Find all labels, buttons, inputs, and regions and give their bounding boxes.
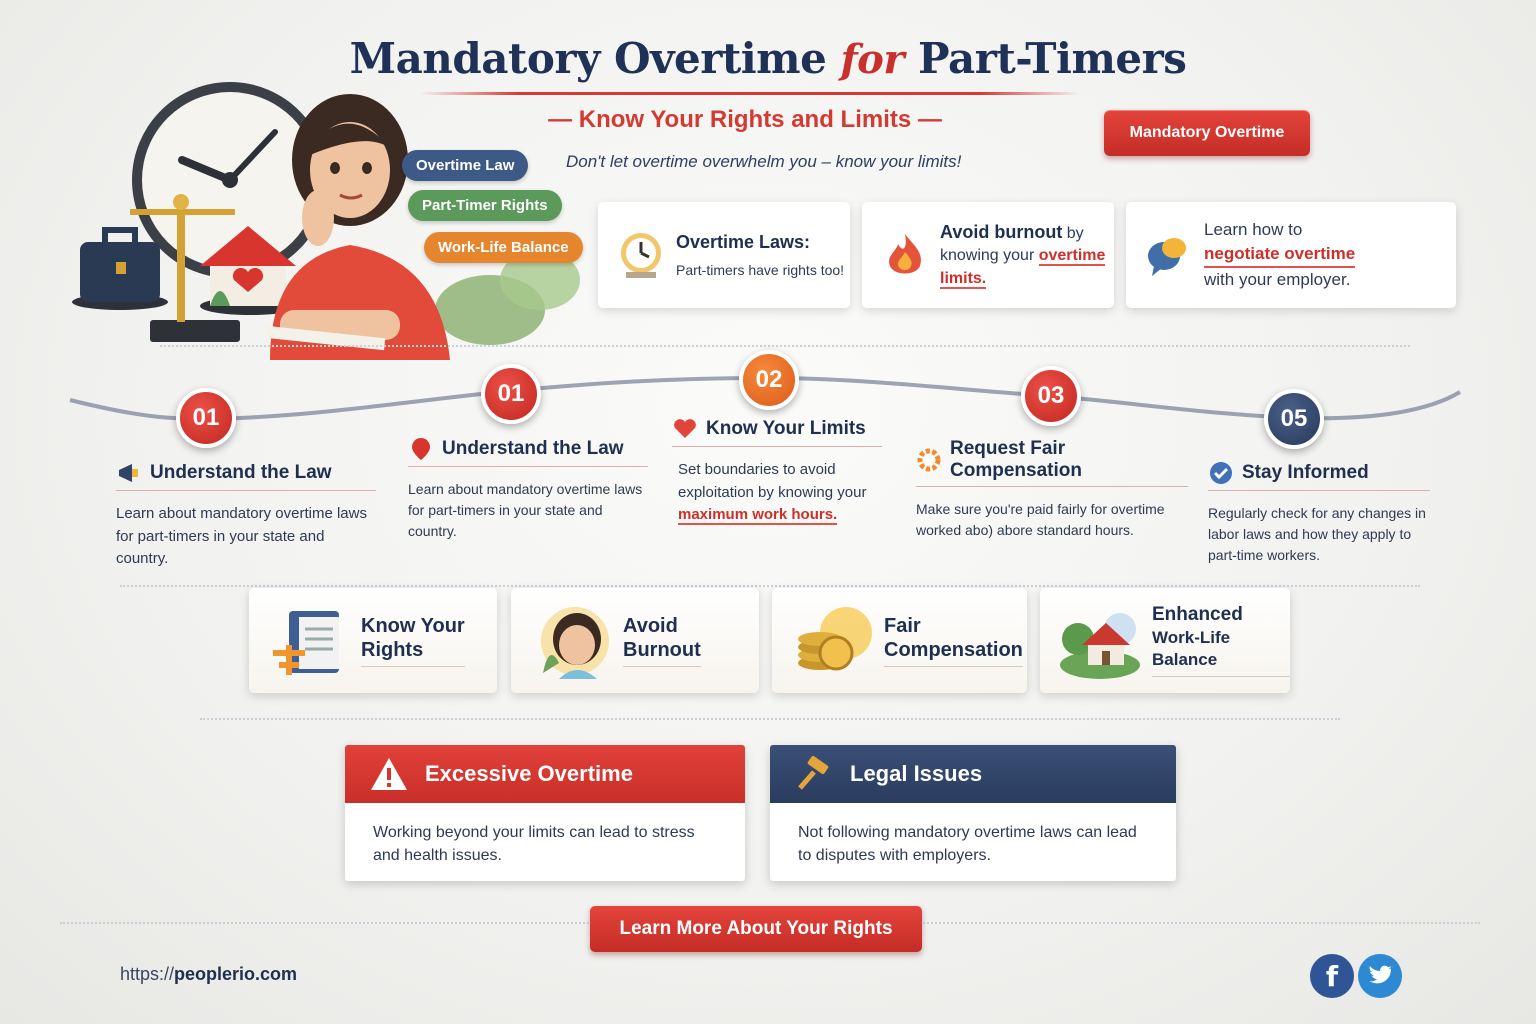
step-item: Understand the Law Learn about mandatory overtime laws for part-timers in your state and country. xyxy=(408,436,648,542)
page-title: Mandatory Overtime for Part-Timers xyxy=(349,34,1187,83)
tagline: Don't let overtime overwhelm you – know your limits! xyxy=(566,152,962,171)
benefit-work-life-balance: Enhanced Work-Life Balance xyxy=(1040,588,1290,693)
briefcase-icon xyxy=(72,230,168,310)
step-item: Understand the Law Learn about mandatory overtime laws for part-timers in your state and country. xyxy=(116,460,376,571)
gavel-icon xyxy=(794,756,834,792)
info-card-overtime-laws xyxy=(598,202,850,308)
plant-icon xyxy=(435,250,580,345)
facebook-icon[interactable]: f xyxy=(1310,954,1354,998)
step-number-2: 01 xyxy=(481,364,541,424)
overtime-law-pill: Overtime Law xyxy=(402,150,528,181)
step-item: Know Your Limits Set boundaries to avoid exploitation by knowing your maximum work hours. xyxy=(672,416,882,527)
relaxed-woman-icon xyxy=(529,603,615,679)
info-card-avoid-burnout: Avoid burnout by knowing your overtime limits. xyxy=(862,202,1114,308)
subtitle: — Know Your Rights and Limits — xyxy=(548,106,942,133)
divider xyxy=(200,718,1340,720)
step-number-5: 05 xyxy=(1264,389,1324,449)
checkmark-icon xyxy=(1208,460,1234,486)
info-card-negotiate: Learn how to negotiate overtime with your employer. xyxy=(1126,202,1456,308)
info-title: Overtime Laws: xyxy=(676,231,811,252)
megaphone-icon xyxy=(116,460,142,486)
info-lead: Avoid burnout xyxy=(940,221,1063,242)
warning-icon xyxy=(369,756,409,792)
mandatory-overtime-badge[interactable]: Mandatory Overtime xyxy=(1104,110,1310,156)
documents-scales-icon xyxy=(267,603,353,679)
benefit-know-your-rights: Know Your Rights xyxy=(249,588,497,693)
heart-icon xyxy=(672,416,698,442)
learn-more-button[interactable]: Learn More About Your Rights xyxy=(590,906,922,952)
chat-bubble-icon xyxy=(1144,230,1194,280)
divider xyxy=(120,585,1420,587)
pin-icon xyxy=(408,436,434,462)
step-number-4: 03 xyxy=(1021,366,1081,426)
twitter-icon[interactable] xyxy=(1358,954,1402,998)
info-body: Part-timers have rights too! xyxy=(676,261,845,278)
warning-legal-issues: Legal Issues Not following mandatory overtime laws can lead to disputes with employers. xyxy=(770,745,1176,881)
work-life-balance-pill: Work-Life Balance xyxy=(424,232,583,263)
flame-icon xyxy=(880,230,930,280)
step-number-3: 02 xyxy=(739,350,799,410)
coins-icon xyxy=(790,603,876,679)
house-icon xyxy=(1058,603,1144,679)
warning-excessive-overtime: Excessive Overtime Working beyond your limits can lead to stress and health issues. xyxy=(345,745,745,881)
step-item: Stay Informed Regularly check for any changes in labor laws and how they apply to part-time workers. xyxy=(1208,460,1430,566)
clock-icon xyxy=(616,230,666,280)
step-item: Request Fair Compensation Make sure you're paid fairly for overtime worked abo) abore standard hours. xyxy=(916,438,1188,541)
part-timer-rights-pill: Part-Timer Rights xyxy=(408,190,562,221)
gear-icon xyxy=(916,447,942,473)
step-number-1: 01 xyxy=(176,388,236,448)
benefit-fair-compensation: Fair Compensation xyxy=(772,588,1027,693)
site-url[interactable]: https://peoplerio.com xyxy=(120,964,298,984)
benefit-avoid-burnout: Avoid Burnout xyxy=(511,588,759,693)
title-for: for xyxy=(840,36,904,83)
